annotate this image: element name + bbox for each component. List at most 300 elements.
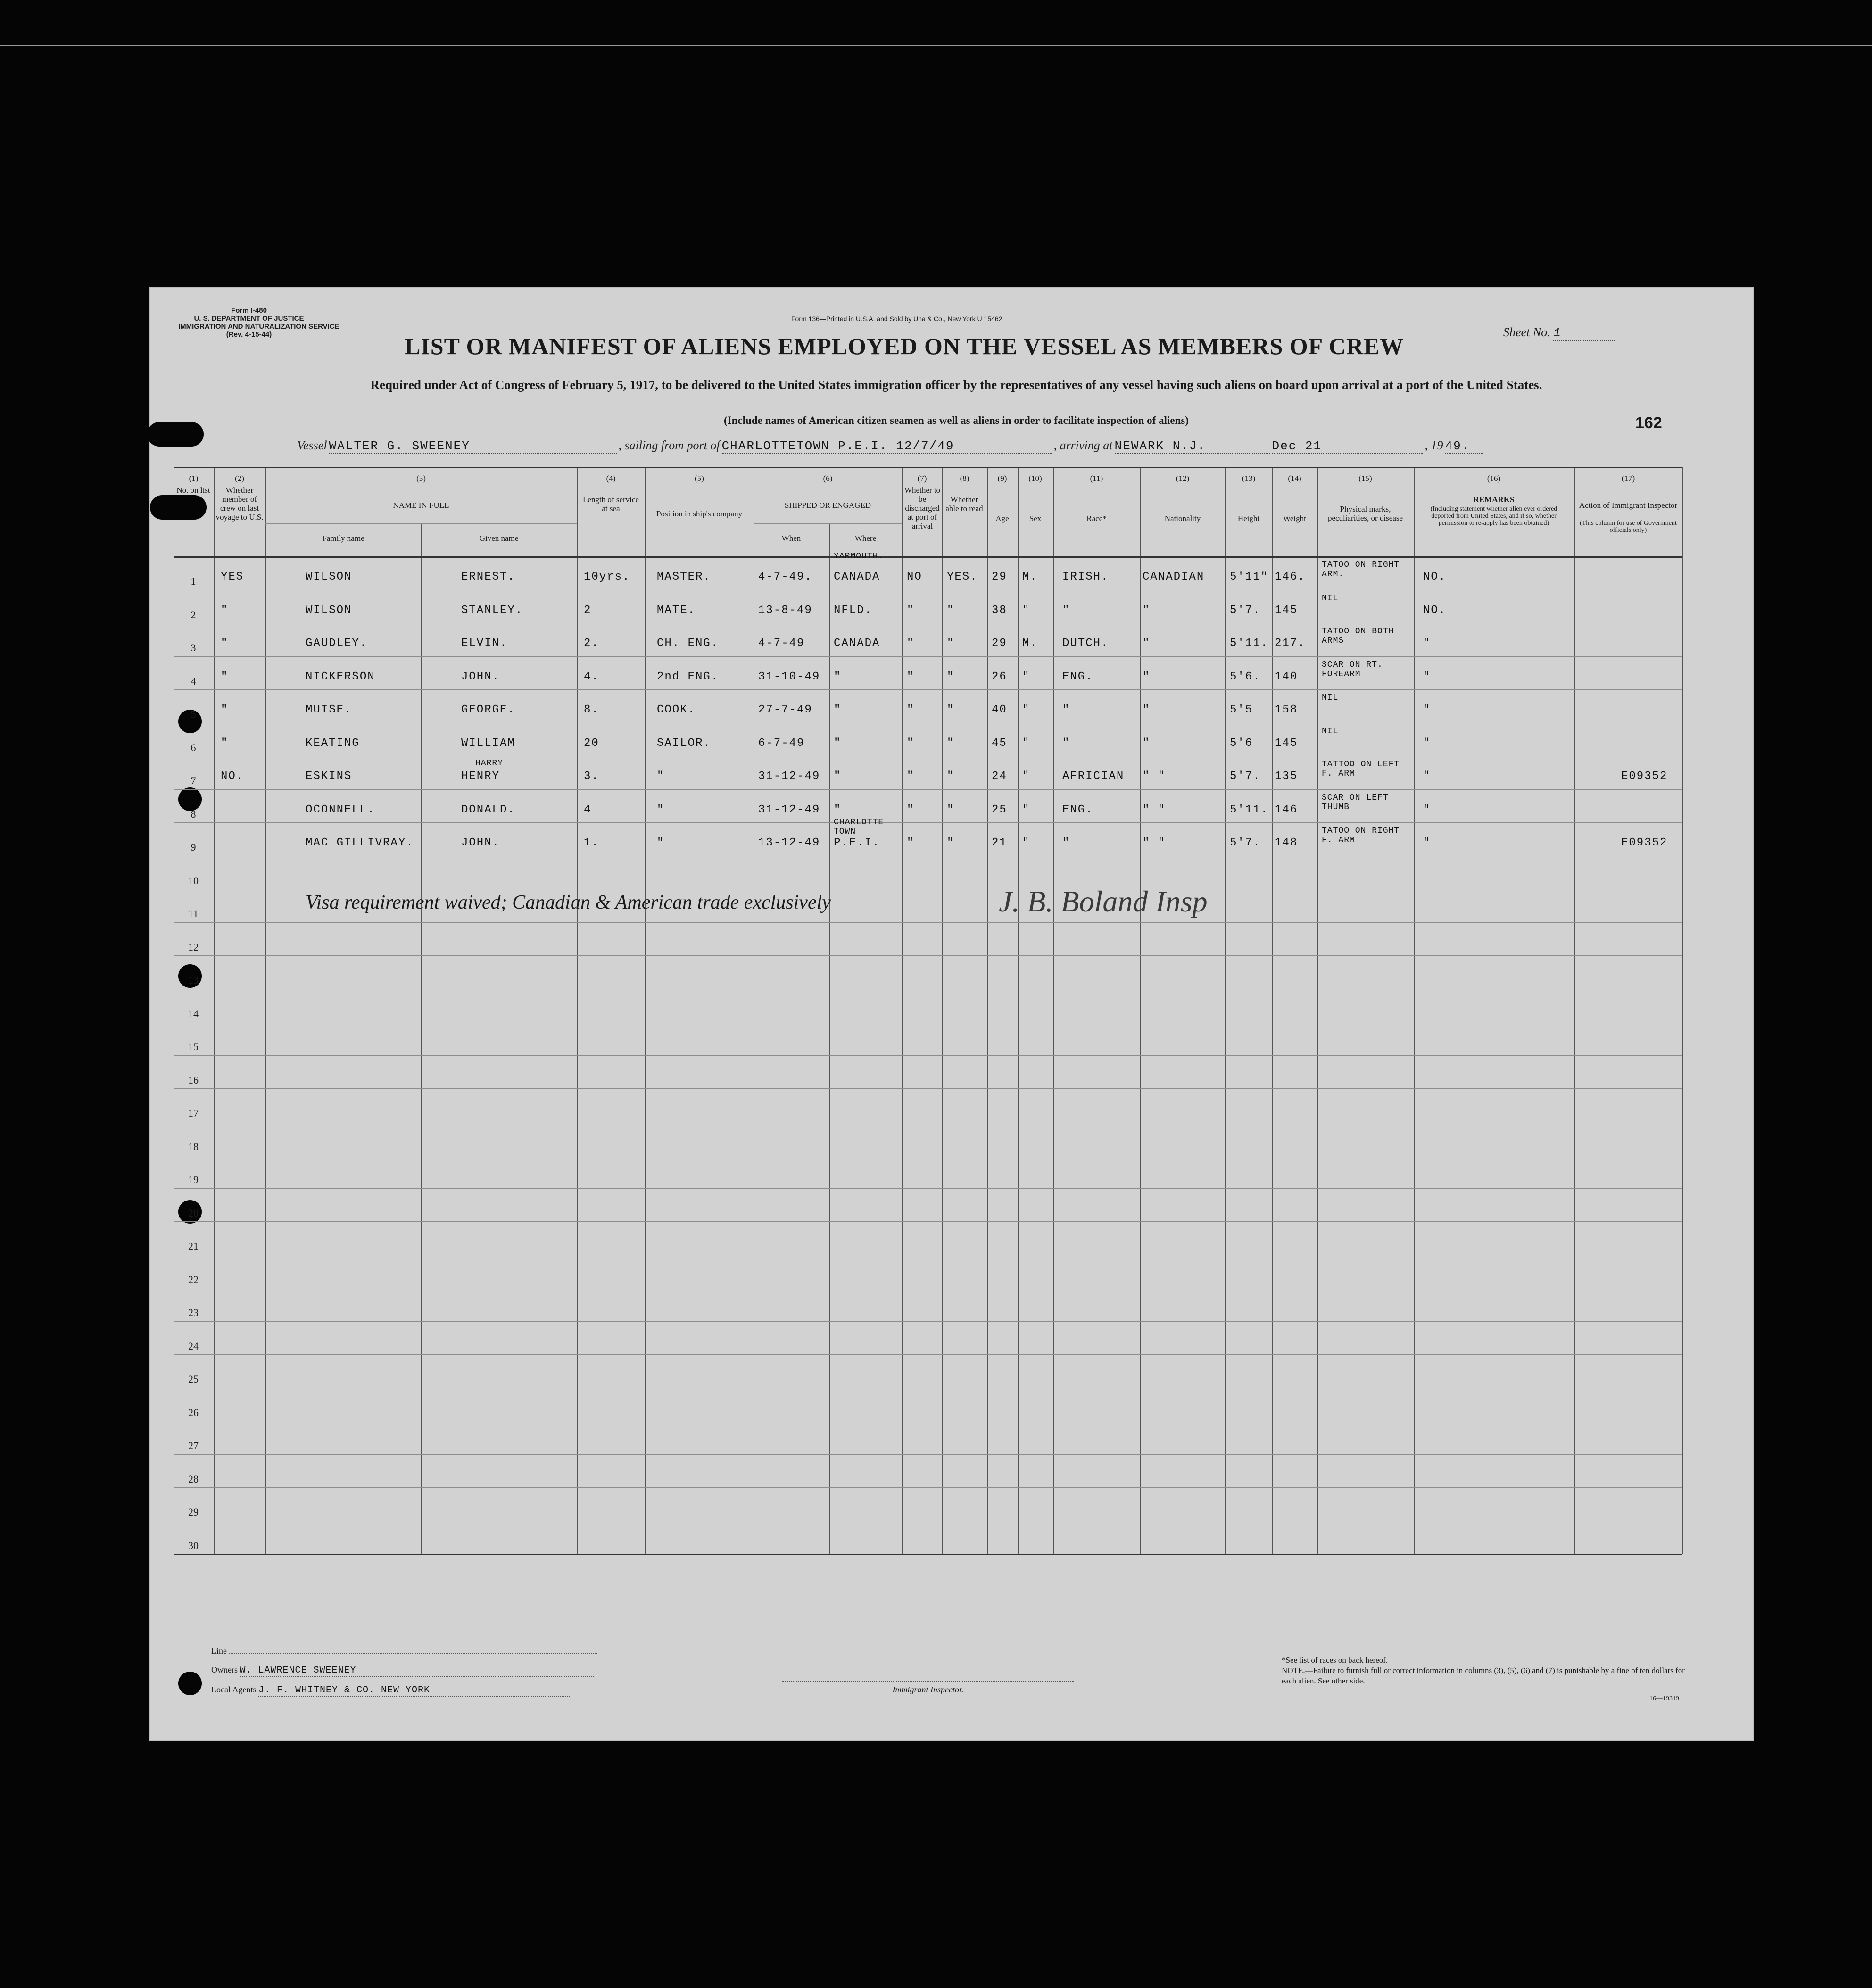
table-column-rule <box>577 467 578 1554</box>
table-row-rule <box>174 1321 1682 1322</box>
cell-position: MASTER. <box>657 571 711 583</box>
cell-marks: TATOO ON RIGHT ARM. <box>1322 560 1400 579</box>
cell-race: DUTCH. <box>1062 637 1109 650</box>
cell-prev: NO. <box>221 770 244 783</box>
cell-remarks: NO. <box>1423 604 1447 617</box>
row-number: 30 <box>188 1539 199 1551</box>
row-number: 21 <box>188 1240 199 1252</box>
row-number: 10 <box>188 874 199 886</box>
inspector-label: Immigrant Inspector. <box>892 1685 964 1694</box>
table-subheader-rule <box>754 523 902 524</box>
form-identification <box>178 306 340 339</box>
cell-where: P.E.I. <box>834 837 880 849</box>
document-title: LIST OR MANIFEST OF ALIENS EMPLOYED ON THE VESSEL AS MEMBERS OF CREW <box>405 333 1404 359</box>
col-head-race: Race* <box>1086 514 1107 523</box>
cell-discharged: " <box>907 803 915 816</box>
races-note: *See list of races on back hereof. <box>1282 1656 1388 1665</box>
table-border-rule <box>174 556 1682 558</box>
punch-hole <box>150 495 207 520</box>
col-num-15: (15) <box>1358 474 1372 483</box>
col-num-1: (1) <box>189 474 199 483</box>
cell-weight: 135 <box>1275 770 1298 783</box>
cell-height: 5'7. <box>1230 837 1261 849</box>
cell-where: " <box>834 737 842 750</box>
cell-weight: 146. <box>1275 571 1306 583</box>
cell-race: ENG. <box>1062 670 1093 683</box>
table-column-rule <box>1140 467 1141 1554</box>
cell-family: WILSON <box>306 571 352 583</box>
cell-race: " <box>1062 837 1070 849</box>
cell-position: CH. ENG. <box>657 637 719 650</box>
table-column-rule <box>942 467 943 1554</box>
cell-where-top: CHARLOTTE TOWN <box>834 818 884 837</box>
footer-agents <box>211 1684 570 1697</box>
row-number: 9 <box>191 841 196 853</box>
cell-marks: NIL <box>1322 593 1339 603</box>
col-head-able-to-read: Whether able to read <box>945 495 983 513</box>
cell-remarks: " <box>1423 637 1431 650</box>
agents-value: J. F. WHITNEY & CO. NEW YORK <box>258 1685 570 1697</box>
row-number: 17 <box>188 1107 199 1119</box>
cell-position: " <box>657 803 665 816</box>
cell-height: 5'6. <box>1230 670 1261 683</box>
cell-position: COOK. <box>657 704 696 716</box>
cell-age: 29 <box>992 637 1007 650</box>
punch-hole <box>178 1754 202 1778</box>
col-num-4: (4) <box>606 474 616 483</box>
cell-service: 8. <box>584 704 599 716</box>
cell-family: MAC GILLIVRAY. <box>306 837 414 849</box>
table-column-rule <box>265 467 266 1554</box>
table-row-rule <box>174 1354 1682 1355</box>
vessel-name: WALTER G. SWEENEY <box>329 439 617 454</box>
col-num-12: (12) <box>1176 474 1190 483</box>
punch-hole <box>178 787 202 811</box>
cell-given: JOHN. <box>461 670 500 683</box>
row-number: 26 <box>188 1406 199 1418</box>
owners-label: Owners <box>211 1665 238 1674</box>
cell-read: " <box>947 637 955 650</box>
cell-position: SAILOR. <box>657 737 711 750</box>
col-head-physical-marks: Physical marks, peculiarities, or disease <box>1327 505 1403 522</box>
cell-given: ERNEST. <box>461 571 515 583</box>
cell-race: " <box>1062 704 1070 716</box>
cell-when: 31-12-49 <box>758 770 820 783</box>
col-head-no-on-list: No. on list <box>176 486 210 495</box>
cell-marks: NIL <box>1322 693 1339 703</box>
sailing-label: , sailing from port of <box>618 439 720 452</box>
cell-marks: TATOO ON RIGHT F. ARM <box>1322 826 1400 845</box>
col-num-5: (5) <box>695 474 704 483</box>
inspector-signature-line <box>782 1681 1074 1682</box>
col-num-16: (16) <box>1487 474 1501 483</box>
cell-discharged: " <box>907 737 915 750</box>
cell-sex: M. <box>1022 637 1038 650</box>
cell-service: 2. <box>584 637 599 650</box>
cell-sex: " <box>1022 670 1030 683</box>
cell-nationality: " <box>1143 604 1151 617</box>
line-value <box>229 1653 597 1654</box>
row-number: 19 <box>188 1174 199 1185</box>
row-number: 12 <box>188 941 199 953</box>
arrival-year: 49. <box>1445 439 1483 454</box>
cell-nationality: " " <box>1143 803 1166 816</box>
stamp-number: 162 <box>1635 414 1662 432</box>
cell-nationality: " <box>1143 704 1151 716</box>
cell-service: 3. <box>584 770 599 783</box>
cell-sex: M. <box>1022 571 1038 583</box>
cell-height: 5'6 <box>1230 737 1253 750</box>
cell-sex: " <box>1022 704 1030 716</box>
footer-owners <box>211 1665 594 1677</box>
cell-sex: " <box>1022 770 1030 783</box>
cell-action: E09352 <box>1621 837 1668 849</box>
cell-where: " <box>834 803 842 816</box>
cell-age: 38 <box>992 604 1007 617</box>
arrival-date: Dec 21 <box>1272 439 1423 454</box>
cell-discharged: " <box>907 670 915 683</box>
cell-where: " <box>834 670 842 683</box>
cell-family: MUISE. <box>306 704 352 716</box>
table-column-rule <box>645 467 646 1554</box>
cell-weight: 158 <box>1275 704 1298 716</box>
col-head-given-name: Given name <box>479 534 519 543</box>
cell-read: " <box>947 837 955 849</box>
arriving-label: , arriving at <box>1053 439 1113 452</box>
table-row-rule <box>174 1088 1682 1089</box>
col-num-13: (13) <box>1242 474 1256 483</box>
punch-hole <box>178 1672 202 1695</box>
cell-nationality: CANADIAN <box>1143 571 1205 583</box>
cell-given-correction: HARRY <box>475 759 504 768</box>
col-head-discharged: Whether to be discharged at port of arrival <box>904 486 940 530</box>
cell-service: 20 <box>584 737 599 750</box>
cell-age: 24 <box>992 770 1007 783</box>
col-num-17: (17) <box>1621 474 1635 483</box>
cell-height: 5'7. <box>1230 770 1261 783</box>
cell-prev: " <box>221 604 229 617</box>
row-number: 8 <box>191 808 196 820</box>
cell-service: 2 <box>584 604 592 617</box>
row-number: 14 <box>188 1007 199 1019</box>
cell-discharged: " <box>907 704 915 716</box>
cell-prev: " <box>221 704 229 716</box>
table-column-rule <box>1574 467 1575 1554</box>
row-number: 2 <box>191 608 196 621</box>
cell-where: NFLD. <box>834 604 873 617</box>
cell-family: GAUDLEY. <box>306 637 368 650</box>
col-num-6: (6) <box>823 474 833 483</box>
cell-when: 13-8-49 <box>758 604 812 617</box>
row-number: 13 <box>188 974 199 986</box>
cell-sex: " <box>1022 604 1030 617</box>
printer-note: Form 136—Printed in U.S.A. and Sold by Una & Co., New York U 15462 <box>791 315 1002 323</box>
row-number: 1 <box>191 575 196 587</box>
col-head-prior-voyage: Whether member of crew on last voyage to U.S. <box>215 486 264 522</box>
row-number: 23 <box>188 1307 199 1318</box>
visa-waiver-note: Visa requirement waived; Canadian & American trade exclusively <box>306 892 831 913</box>
cell-when: 4-7-49. <box>758 571 812 583</box>
cell-read: " <box>947 670 955 683</box>
col-head-shipped-or-engaged: SHIPPED OR ENGAGED <box>784 501 871 510</box>
col-head-nationality: Nationality <box>1164 514 1201 523</box>
cell-sex: " <box>1022 803 1030 816</box>
table-column-rule <box>1317 467 1318 1554</box>
cell-remarks: " <box>1423 670 1431 683</box>
cell-service: 1. <box>584 837 599 849</box>
table-row-rule <box>174 922 1682 923</box>
form-revision: (Rev. 4-15-44) <box>226 331 272 339</box>
cell-prev: " <box>221 737 229 750</box>
agents-label: Local Agents <box>211 1685 257 1694</box>
cell-where: " <box>834 770 842 783</box>
cell-family: KEATING <box>306 737 360 750</box>
cell-race: ENG. <box>1062 803 1093 816</box>
cell-given: GEORGE. <box>461 704 515 716</box>
row-number: 18 <box>188 1140 199 1152</box>
col-head-height: Height <box>1237 514 1260 523</box>
cell-prev: " <box>221 637 229 650</box>
cell-when: 31-10-49 <box>758 670 820 683</box>
cell-nationality: " <box>1143 737 1151 750</box>
cell-when: 6-7-49 <box>758 737 805 750</box>
table-border-rule <box>174 467 1682 468</box>
col-num-11: (11) <box>1090 474 1103 483</box>
row-number: 7 <box>191 775 196 787</box>
cell-family: NICKERSON <box>306 670 375 683</box>
cell-remarks: " <box>1423 704 1431 716</box>
line-label: Line <box>211 1646 227 1656</box>
table-subcolumn-rule <box>421 523 422 1554</box>
cell-family: ESKINS <box>306 770 352 783</box>
cell-marks: NIL <box>1322 726 1339 736</box>
cell-when: 31-12-49 <box>758 803 820 816</box>
cell-given: STANLEY. <box>461 604 523 617</box>
cell-position: " <box>657 770 665 783</box>
cell-read: " <box>947 737 955 750</box>
row-number: 6 <box>191 741 196 754</box>
cell-height: 5'11. <box>1230 803 1269 816</box>
cell-marks: SCAR ON RT. FOREARM <box>1322 660 1383 679</box>
cell-weight: 148 <box>1275 837 1298 849</box>
table-row-rule <box>174 789 1682 790</box>
cell-age: 25 <box>992 803 1007 816</box>
table-row-rule <box>174 955 1682 956</box>
cell-remarks: " <box>1423 837 1431 849</box>
owners-value: W. LAWRENCE SWEENEY <box>240 1665 594 1677</box>
cell-given: JOHN. <box>461 837 500 849</box>
department-name: U. S. DEPARTMENT OF JUSTICE <box>194 315 304 323</box>
cell-sex: " <box>1022 737 1030 750</box>
cell-nationality: " <box>1143 670 1151 683</box>
cell-marks: TATOO ON BOTH ARMS <box>1322 627 1394 646</box>
table-row-rule <box>174 656 1682 657</box>
cell-read: " <box>947 803 955 816</box>
cell-race: " <box>1062 604 1070 617</box>
cell-age: 45 <box>992 737 1007 750</box>
table-column-rule <box>214 467 215 1554</box>
form-number: Form I-480 <box>231 306 267 315</box>
table-column-rule <box>987 467 988 1554</box>
table-column-rule <box>1018 467 1019 1554</box>
cell-height: 5'11" <box>1230 571 1269 583</box>
cell-when: 4-7-49 <box>758 637 805 650</box>
cell-discharged: " <box>907 604 915 617</box>
scan-border-line <box>0 45 1872 46</box>
cell-remarks: NO. <box>1423 571 1447 583</box>
cell-given: HENRY <box>461 770 500 783</box>
table-column-rule <box>1414 467 1415 1554</box>
col-num-3: (3) <box>416 474 426 483</box>
footer-line <box>211 1646 597 1656</box>
cell-weight: 146 <box>1275 803 1298 816</box>
table-column-rule <box>1682 467 1683 1554</box>
cell-discharged: " <box>907 837 915 849</box>
sailing-port: CHARLOTTETOWN P.E.I. 12/7/49 <box>722 439 1052 454</box>
row-number: 15 <box>188 1041 199 1052</box>
table-row-rule <box>174 1454 1682 1455</box>
cell-where: " <box>834 704 842 716</box>
service-name: IMMIGRATION AND NATURALIZATION SERVICE <box>178 323 340 331</box>
table-column-rule <box>1053 467 1054 1554</box>
cell-position: " <box>657 837 665 849</box>
row-number: 16 <box>188 1074 199 1086</box>
col-head-age: Age <box>995 514 1009 523</box>
row-number: 4 <box>191 675 196 687</box>
table-column-rule <box>902 467 903 1554</box>
table-border-rule <box>174 1554 1682 1555</box>
sheet-label: Sheet No. <box>1503 325 1550 339</box>
col-num-7: (7) <box>917 474 927 483</box>
table-subcolumn-rule <box>829 523 830 1554</box>
col-head-where: Where <box>854 534 877 543</box>
cell-where-top: YARMOUTH. <box>834 552 884 561</box>
row-number: 27 <box>188 1440 199 1451</box>
cell-height: 5'11. <box>1230 637 1269 650</box>
cell-family: WILSON <box>306 604 352 617</box>
cell-prev: " <box>221 670 229 683</box>
cell-service: 10yrs. <box>584 571 630 583</box>
sheet-number <box>1503 325 1615 341</box>
vessel-label: Vessel <box>297 439 327 452</box>
row-number: 25 <box>188 1373 199 1385</box>
fine-note: NOTE.—Failure to furnish full or correct information in columns (3), (5), (6) and (7) is punishable by a fine of ten dollars for each alien. See other side. <box>1282 1666 1685 1685</box>
legal-subtitle: Required under Act of Congress of February 5, 1917, to be delivered to the United States immigration officer by the representatives of any vessel having such aliens on board upon arrival at a port of the United States. <box>370 378 1542 392</box>
cell-when: 27-7-49 <box>758 704 812 716</box>
cell-remarks: " <box>1423 737 1431 750</box>
cell-where: CANADA <box>834 571 880 583</box>
col-head-remarks: REMARKS <box>1473 495 1515 504</box>
cell-nationality: " <box>1143 637 1151 650</box>
col-head-weight: Weight <box>1283 514 1306 523</box>
cell-height: 5'5 <box>1230 704 1253 716</box>
cell-position: MATE. <box>657 604 696 617</box>
cell-prev: YES <box>221 571 244 583</box>
cell-given: ELVIN. <box>461 637 508 650</box>
cell-read: " <box>947 770 955 783</box>
cell-weight: 140 <box>1275 670 1298 683</box>
table-row-rule <box>174 689 1682 690</box>
cell-service: 4 <box>584 803 592 816</box>
cell-read: " <box>947 604 955 617</box>
cell-position: 2nd ENG. <box>657 670 719 683</box>
row-number: 11 <box>188 908 199 919</box>
vessel-line <box>297 439 1665 457</box>
cell-discharged: NO <box>907 571 922 583</box>
row-number: 28 <box>188 1473 199 1485</box>
table-subheader-rule <box>265 523 577 524</box>
cell-race: IRISH. <box>1062 571 1109 583</box>
table-row-rule <box>174 1055 1682 1056</box>
cell-discharged: " <box>907 637 915 650</box>
print-code: 16—19349 <box>1649 1695 1679 1702</box>
col-head-sex: Sex <box>1029 514 1042 523</box>
arrival-port: NEWARK N.J. <box>1115 439 1270 454</box>
year-prefix: , 19 <box>1425 439 1443 452</box>
cell-when: 13-12-49 <box>758 837 820 849</box>
row-number: 29 <box>188 1506 199 1518</box>
cell-family: OCONNELL. <box>306 803 375 816</box>
col-num-9: (9) <box>997 474 1007 483</box>
cell-read: " <box>947 704 955 716</box>
table-column-rule <box>1225 467 1226 1554</box>
row-number: 22 <box>188 1273 199 1285</box>
table-column-rule <box>1272 467 1273 1554</box>
col-num-10: (10) <box>1028 474 1042 483</box>
cell-remarks: " <box>1423 770 1431 783</box>
cell-weight: 145 <box>1275 604 1298 617</box>
cell-age: 21 <box>992 837 1007 849</box>
cell-remarks: " <box>1423 803 1431 816</box>
cell-where: CANADA <box>834 637 880 650</box>
cell-marks: TATTOO ON LEFT F. ARM <box>1322 760 1400 779</box>
cell-race: AFRICIAN <box>1062 770 1125 783</box>
row-number: 5 <box>191 708 196 720</box>
cell-service: 4. <box>584 670 599 683</box>
sheet-value: 1 <box>1553 326 1615 341</box>
table-row-rule <box>174 1221 1682 1222</box>
col-head-length-of-service: Length of service at sea <box>583 495 639 513</box>
table-row-rule <box>174 1487 1682 1488</box>
col-head-inspector-action: Action of Immigrant Inspector <box>1579 501 1678 510</box>
table-row-rule <box>174 822 1682 823</box>
row-number: 20 <box>188 1207 199 1219</box>
cell-action: E09352 <box>1621 770 1668 783</box>
cell-age: 40 <box>992 704 1007 716</box>
col-num-14: (14) <box>1288 474 1301 483</box>
cell-weight: 145 <box>1275 737 1298 750</box>
cell-age: 29 <box>992 571 1007 583</box>
cell-nationality: " " <box>1143 770 1166 783</box>
col-head-when: When <box>781 534 801 543</box>
cell-height: 5'7. <box>1230 604 1261 617</box>
cell-given: WILLIAM <box>461 737 515 750</box>
cell-sex: " <box>1022 837 1030 849</box>
col-head-name-in-full: NAME IN FULL <box>393 501 449 510</box>
row-number: 3 <box>191 642 196 654</box>
cell-race: " <box>1062 737 1070 750</box>
col-head-inspector-note: (This column for use of Government officials only) <box>1580 520 1677 534</box>
inspector-signature: J. B. Boland Insp <box>999 885 1208 918</box>
col-num-2: (2) <box>235 474 244 483</box>
col-head-remarks-note: (Including statement whether alien ever ordered deported from United States, and if so, whether permission to re-apply has been obtained) <box>1430 505 1557 527</box>
cell-age: 26 <box>992 670 1007 683</box>
col-head-position: Position in ship's company <box>656 509 743 518</box>
manifest-sheet <box>150 288 1753 1740</box>
cell-weight: 217. <box>1275 637 1306 650</box>
include-note: (Include names of American citizen seamen as well as aliens in order to facilitate inspection of aliens) <box>724 414 1189 426</box>
cell-nationality: " " <box>1143 837 1166 849</box>
